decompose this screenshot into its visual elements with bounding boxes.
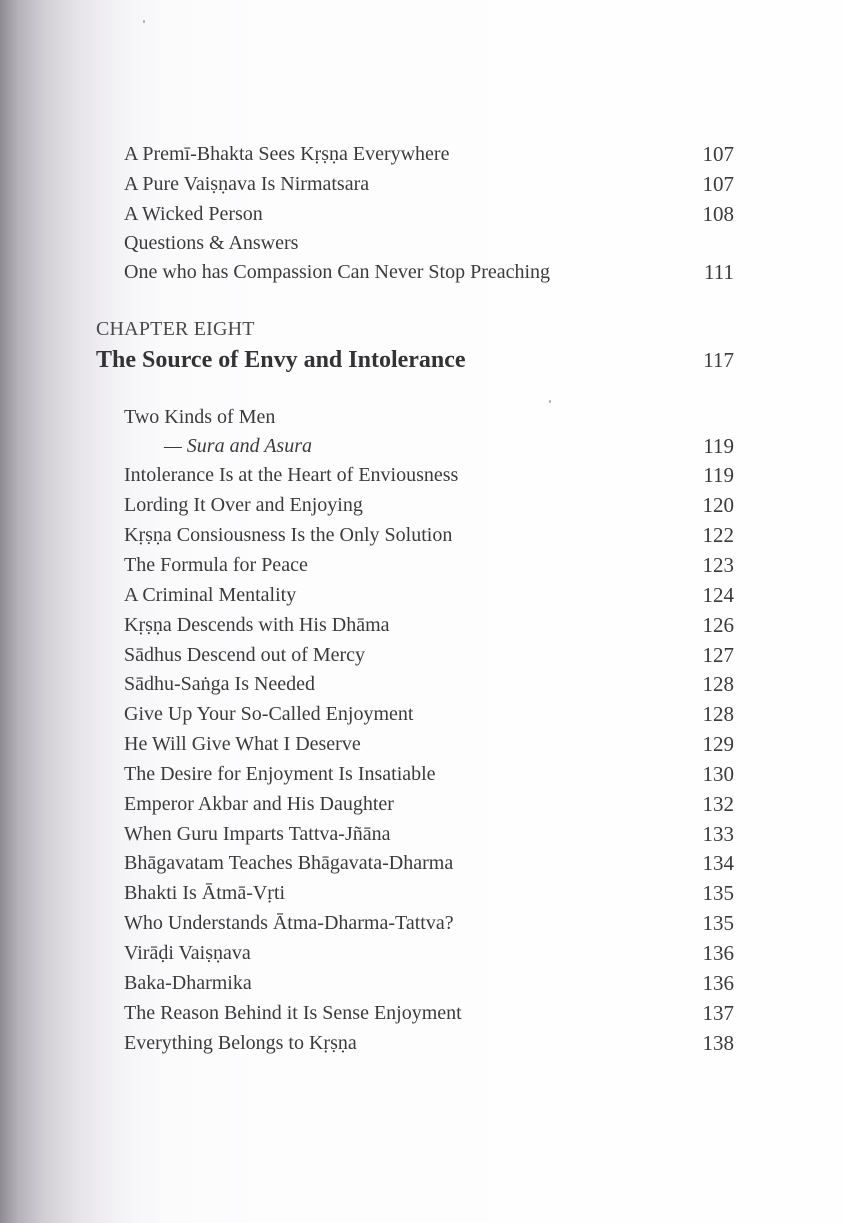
toc-entry-title: When Guru Imparts Tattva-Jñāna (124, 823, 391, 845)
toc-entry[interactable] (124, 228, 734, 258)
toc-entry-title: A Criminal Mentality (124, 584, 297, 606)
paper-speck (143, 20, 145, 23)
toc-entry[interactable] (124, 402, 734, 432)
toc-entry-page: 128 (702, 702, 734, 726)
toc-entry-title: The Formula for Peace (124, 554, 308, 576)
toc-entry-page: 108 (702, 202, 734, 226)
toc-entry[interactable] (124, 699, 734, 729)
toc-entry-page: 107 (702, 172, 734, 196)
toc-entry-page: 120 (702, 493, 734, 517)
toc-entry-page: 134 (702, 851, 734, 875)
toc-entry-title: The Desire for Enjoyment Is Insatiable (124, 763, 436, 785)
paper-speck (549, 400, 551, 403)
toc-entry[interactable] (124, 139, 734, 169)
toc-entry-title: The Reason Behind it Is Sense Enjoyment (124, 1002, 462, 1024)
toc-entry-page: 124 (702, 583, 734, 607)
toc-entry[interactable] (124, 460, 734, 490)
toc-entry-page: 135 (702, 881, 734, 905)
toc-entry-title: Who Understands Ātma-Dharma-Tattva? (124, 912, 454, 934)
toc-entry-title: Intolerance Is at the Heart of Enviousness (124, 464, 459, 486)
toc-entry-page: 119 (703, 434, 734, 458)
toc-entry-title: Lording It Over and Enjoying (124, 494, 363, 516)
chapter-heading[interactable] (96, 343, 734, 377)
toc-entry-page: 126 (702, 613, 734, 637)
toc-entry-subtitle: — Sura and Asura (164, 435, 312, 457)
toc-entry[interactable] (124, 610, 734, 640)
toc-entry-title: Emperor Akbar and His Daughter (124, 793, 394, 815)
toc-entry-page: 138 (702, 1031, 734, 1055)
toc-entry-title: He Will Give What I Deserve (124, 733, 361, 755)
toc-entry-title: Bhakti Is Ātmā-Vṛti (124, 882, 286, 904)
chapter-page-number: 117 (703, 348, 734, 372)
toc-entry[interactable] (124, 759, 734, 789)
toc-entry-page: 123 (702, 553, 734, 577)
toc-entry-page: 122 (702, 523, 734, 547)
toc-entry-title: Questions & Answers (124, 232, 299, 254)
toc-entry-title: Kṛṣṇa Descends with His Dhāma (124, 614, 390, 636)
chapter-label: CHAPTER EIGHT (96, 318, 255, 340)
toc-entry-title: A Premī-Bhakta Sees Kṛṣṇa Everywhere (124, 143, 450, 165)
toc-entry-page: 130 (702, 762, 734, 786)
toc-entry-title: Baka-Dharmika (124, 972, 252, 994)
toc-entry[interactable] (124, 938, 734, 968)
toc-entry[interactable] (124, 199, 734, 229)
toc-entry[interactable] (124, 968, 734, 998)
toc-entry-title: A Wicked Person (124, 203, 263, 225)
toc-entry-title: Virāḍi Vaiṣṇava (124, 942, 251, 964)
toc-entry-page: 129 (702, 732, 734, 756)
toc-entry[interactable] (124, 431, 734, 461)
toc-entry-page: 128 (702, 672, 734, 696)
toc-entry-title: A Pure Vaiṣṇava Is Nirmatsara (124, 173, 370, 195)
toc-entry-page: 136 (702, 941, 734, 965)
toc-entry-title: Sādhu-Saṅga Is Needed (124, 673, 316, 695)
toc-entry[interactable] (124, 550, 734, 580)
toc-entry-page: 111 (704, 260, 734, 284)
toc-entry[interactable] (124, 998, 734, 1028)
toc-entry[interactable] (124, 729, 734, 759)
toc-entry-page: 132 (702, 792, 734, 816)
toc-entry[interactable] (124, 640, 734, 670)
toc-entry-title: Two Kinds of Men (124, 406, 276, 428)
toc-entry-page: 135 (702, 911, 734, 935)
toc-entry[interactable] (124, 490, 734, 520)
toc-entry[interactable] (124, 848, 734, 878)
toc-entry-page: 137 (702, 1001, 734, 1025)
toc-entry[interactable] (124, 669, 734, 699)
toc-entry[interactable] (124, 580, 734, 610)
toc-entry-page: 136 (702, 971, 734, 995)
toc-entry-title: Sādhus Descend out of Mercy (124, 644, 366, 666)
toc-entry[interactable] (124, 819, 734, 849)
toc-entry-title: One who has Compassion Can Never Stop Preaching (124, 261, 551, 283)
toc-entry[interactable] (124, 878, 734, 908)
toc-entry-page: 127 (702, 643, 734, 667)
chapter-title: The Source of Envy and Intolerance (96, 347, 466, 373)
toc-entry-page: 133 (702, 822, 734, 846)
toc-entry[interactable] (124, 908, 734, 938)
toc-entry-title: Bhāgavatam Teaches Bhāgavata-Dharma (124, 852, 454, 874)
toc-entry[interactable] (124, 1028, 734, 1058)
toc-entry-title: Give Up Your So-Called Enjoyment (124, 703, 414, 725)
toc-entry[interactable] (124, 169, 734, 199)
toc-entry[interactable] (124, 789, 734, 819)
toc-entry[interactable] (124, 520, 734, 550)
toc-entry[interactable] (124, 257, 734, 287)
toc-entry-title: Everything Belongs to Kṛṣṇa (124, 1032, 357, 1054)
toc-entry-page: 119 (703, 463, 734, 487)
toc-entry-page: 107 (702, 142, 734, 166)
toc-entry-title: Kṛṣṇa Consiousness Is the Only Solution (124, 524, 453, 546)
